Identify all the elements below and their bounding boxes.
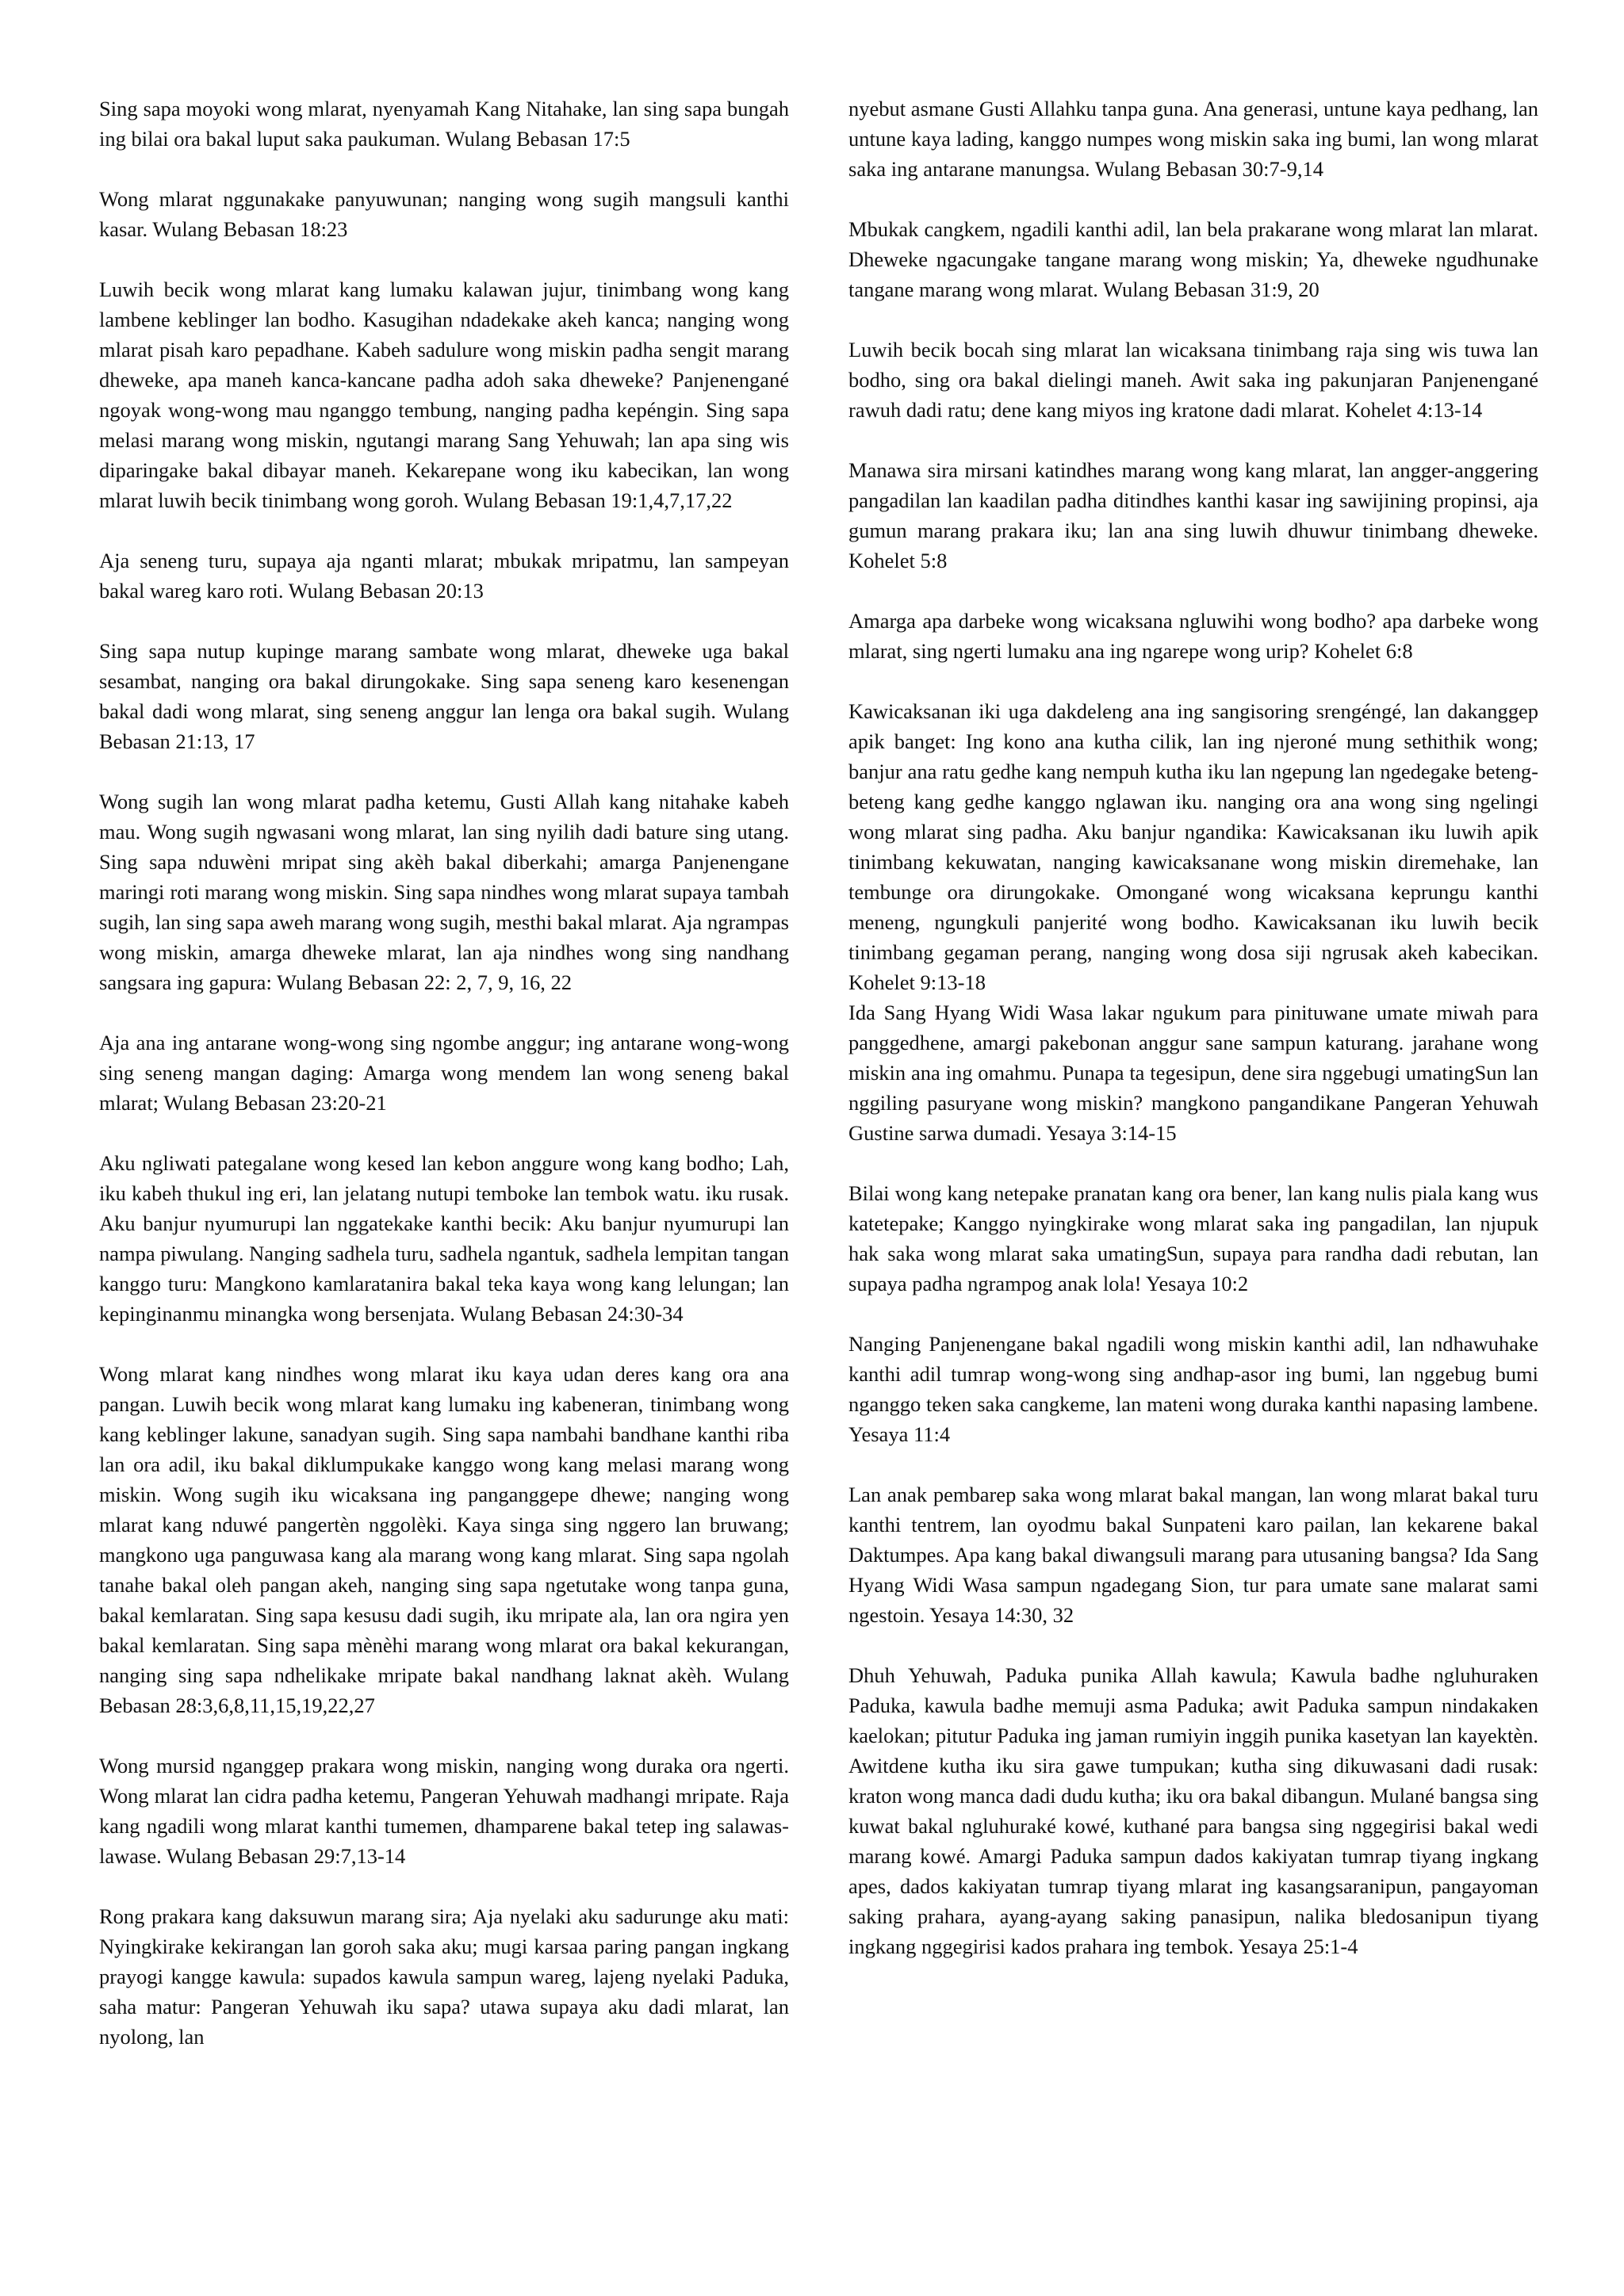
paragraph-proverbs-30-start: Rong prakara kang daksuwun marang sira; Aja nyelaki aku sadurunge aku mati: Nyingkirake kekirangan lan goroh saka aku; mugi karsaa paring pangan ingkang prayogi kangge kawula: supados kawula sampun wareg, lajeng nyelaki Paduka, saha matur: Pangeran Yehuwah iku sapa? utawa supaya aku dadi mlarat, lan nyolong, lan xyxy=(99,1904,789,2049)
paragraph-proverbs-31: Mbukak cangkem, ngadili kanthi adil, lan bela prakarane wong mlarat lan mlarat. Dheweke ngacungake tangane marang wong miskin; Ya, dheweke ngudhunake tangane marang wong mlarat. Wulang Bebasan 31:9, 20 xyxy=(848,217,1538,301)
paragraph-proverbs-29: Wong mursid nganggep prakara wong miskin, nanging wong duraka ora ngerti. Wong mlarat lan cidra padha ketemu, Pangeran Yehuwah madhangi mripate. Raja kang ngadili wong mlarat kanthi tumemen, dhamparene bakal tetep ing salawas-lawase. Wulang Bebasan 29:7,13-14 xyxy=(99,1754,789,1868)
paragraph-ecclesiastes-4: Luwih becik bocah sing mlarat lan wicaksana tinimbang raja sing wis tuwa lan bodho, sing ora bakal dielingi maneh. Awit saka ing pakunjaran Panjenengané rawuh dadi ratu; dene kang miyos ing kratone dadi mlarat. Kohelet 4:13-14 xyxy=(848,338,1538,422)
paragraph-proverbs-28: Wong mlarat kang nindhes wong mlarat iku kaya udan deres kang ora ana pangan. Luwih becik wong mlarat kang lumaku ing kabeneran, tinimbang wong kang keblinger lakune, sanadyan sugih. Sing sapa nambahi bandhane kanthi riba lan ora adil, iku bakal diklumpukake kanggo wong kang melasi marang wong miskin. Wong sugih iku wicaksana ing panganggepe dhewe; nanging wong mlarat kang nduwé pangertèn nggolèki. Kaya singa sing nggero lan bruwang; mangkono uga panguwasa kang ala marang wong kang mlarat. Sing sapa ngolah tanahe bakal oleh pangan akeh, nanging sing sapa ngetutake wong tanpa guna, bakal kemlaratan. Sing sapa kesusu dadi sugih, iku mripate ala, lan ora ngira yen bakal kemlaratan. Sing sapa mènèhi marang wong mlarat ora bakal kekurangan, nanging sing sapa ndhelikake mripate bakal nandhang laknat akèh. Wulang Bebasan 28:3,6,8,11,15,19,22,27 xyxy=(99,1362,789,1717)
paragraph-isaiah-3: Ida Sang Hyang Widi Wasa lakar ngukum para pinituwane umate miwah para panggedhene, amargi pakebonan anggur sane sampun katurang. jarahane wong miskin ana ing omahmu. Punapa ta tegesipun, dene sira nggebugi umatingSun lan nggiling pasuryane wong miskin? mangkono pangandikane Pangeran Yehuwah Gustine sarwa dumadi. Yesaya 3:14-15 xyxy=(848,1001,1538,1145)
right-column xyxy=(848,94,1538,1992)
paragraph-ecclesiastes-5: Manawa sira mirsani katindhes marang wong kang mlarat, lan angger-anggering pangadilan lan kaadilan padha ditindhes kanthi kasar ing sawijining propinsi, aja gumun marang prakara iku; lan ana sing luwih dhuwur tinimbang dheweke. Kohelet 5:8 xyxy=(848,458,1538,572)
paragraph-proverbs-22: Wong sugih lan wong mlarat padha ketemu, Gusti Allah kang nitahake kabeh mau. Wong sugih ngwasani wong mlarat, lan sing nyilih dadi bature sing utang. Sing sapa nduwèni mripat sing akèh bakal diberkahi; amarga Panjenengane maringi roti marang wong miskin. Sing sapa nindhes wong mlarat supaya tambah sugih, lan sing sapa aweh marang wong sugih, mesthi bakal mlarat. Aja ngrampas wong miskin, amarga dheweke mlarat, lan aja nindhes wong sing nandhang sangsara ing gapura: Wulang Bebasan 22: 2, 7, 9, 16, 22 xyxy=(99,790,789,994)
paragraph-ecclesiastes-6: Amarga apa darbeke wong wicaksana ngluwihi wong bodho? apa darbeke wong mlarat, sing ngerti lumaku ana ing ngarepe wong urip? Kohelet 6:8 xyxy=(848,609,1538,663)
paragraph-isaiah-11: Nanging Panjenengane bakal ngadili wong miskin kanthi adil, lan ndhawuhake kanthi adil tumrap wong-wong sing andhap-asor ing bumi, lan nggebug bumi nganggo teken saka cangkeme, lan mateni wong duraka kanthi napasing lambene. Yesaya 11:4 xyxy=(848,1332,1538,1446)
paragraph-proverbs-24: Aku ngliwati pategalane wong kesed lan kebon anggure wong kang bodho; Lah, iku kabeh thukul ing eri, lan jelatang nutupi temboke lan tembok watu. iku rusak. Aku banjur nyumurupi lan nggatekake kanthi becik: Aku banjur nyumurupi lan nampa piwulang. Nanging sadhela turu, sadhela ngantuk, sadhela lempitan tangan kanggo turu: Mangkono kamlaratanira bakal teka kaya wong kang lelungan; lan kepinginanmu minangka wong bersenjata. Wulang Bebasan 24:30-34 xyxy=(99,1151,789,1326)
left-column xyxy=(99,94,789,2082)
paragraph-isaiah-25: Dhuh Yehuwah, Paduka punika Allah kawula; Kawula badhe ngluhuraken Paduka, kawula badhe memuji asma Paduka; awit Paduka sampun nindakaken kaelokan; pitutur Paduka ing jaman rumiyin inggih punika kasetyan lan kayektèn. Awitdene kutha iku sira gawe tumpukan; kutha sing dikuwasani dadi rusak: kraton wong manca dadi dudu kutha; iku ora bakal dibangun. Mulané bangsa sing kuwat bakal ngluhuraké kowé, kuthané para bangsa sing nggegirisi bakal wedi marang kowé. Amargi Paduka sampun dados kakiyatan tumrap tiyang ingkang apes, dados kakiyatan tumrap tiyang mlarat ing kasangsaranipun, pangayoman saking prahara, ayang-ayang saking panasipun, nalika bledosanipun tiyang ingkang nggegirisi kados prahara ing tembok. Yesaya 25:1-4 xyxy=(848,1663,1538,1958)
paragraph-proverbs-30-end: nyebut asmane Gusti Allahku tanpa guna. Ana generasi, untune kaya pedhang, lan untune kaya lading, kanggo numpes wong miskin saka ing bumi, lan wong mlarat saka ing antarane manungsa. Wulang Bebasan 30:7-9,14 xyxy=(848,97,1538,181)
paragraph-isaiah-10: Bilai wong kang netepake pranatan kang ora bener, lan kang nulis piala kang wus katetepake; Kanggo nyingkirake wong mlarat saka ing pangadilan, lan njupuk hak saka wong mlarat saka umatingSun, supaya para randha dadi rebutan, lan supaya padha ngrampog anak lola! Yesaya 10:2 xyxy=(848,1181,1538,1295)
paragraph-proverbs-17-5: Sing sapa moyoki wong mlarat, nyenyamah Kang Nitahake, lan sing sapa bungah ing bilai ora bakal luput saka paukuman. Wulang Bebasan 17:5 xyxy=(99,97,789,151)
paragraph-proverbs-19: Luwih becik wong mlarat kang lumaku kalawan jujur, tinimbang wong kang lambene keblinger lan bodho. Kasugihan ndadekake akeh kanca; nanging wong mlarat pisah karo pepadhane. Kabeh sadulure wong miskin padha sengit marang dheweke, apa maneh kanca-kancane padha adoh saka dheweke? Panjenengané ngoyak wong-wong mau nganggo tembung, nanging padha kepéngin. Sing sapa melasi marang wong miskin, ngutangi marang Sang Yehuwah; lan apa sing wis diparingake bakal dibayar maneh. Kekarepane wong iku kabecikan, lan wong mlarat luwih becik tinimbang wong goroh. Wulang Bebasan 19:1,4,7,17,22 xyxy=(99,277,789,512)
paragraph-isaiah-14: Lan anak pembarep saka wong mlarat bakal mangan, lan wong mlarat bakal turu kanthi tentrem, lan oyodmu bakal Sunpateni karo pailan, lan kekarene bakal Daktumpes. Apa kang bakal diwangsuli marang para utusaning bangsa? Ida Sang Hyang Widi Wasa sampun ngadegang Sion, tur para umate sane malarat sami ngestoin. Yesaya 14:30, 32 xyxy=(848,1483,1538,1627)
paragraph-proverbs-23: Aja ana ing antarane wong-wong sing ngombe anggur; ing antarane wong-wong sing seneng mangan daging: Amarga wong mendem lan wong seneng bakal mlarat; Wulang Bebasan 23:20-21 xyxy=(99,1031,789,1115)
paragraph-proverbs-20-13: Aja seneng turu, supaya aja nganti mlarat; mbukak mripatmu, lan sampeyan bakal wareg karo roti. Wulang Bebasan 20:13 xyxy=(99,549,789,603)
paragraph-proverbs-18-23: Wong mlarat nggunakake panyuwunan; nanging wong sugih mangsuli kanthi kasar. Wulang Bebasan 18:23 xyxy=(99,187,789,241)
paragraph-ecclesiastes-9: Kawicaksanan iki uga dakdeleng ana ing sangisoring srengéngé, lan dakanggep apik banget: Ing kono ana kutha cilik, lan ing njeroné mung sethithik wong; banjur ana ratu gedhe kang nempuh kutha iku lan ngepung lan ngedegake beteng-beteng kang gedhe kanggo nglawan iku. nanging ora ana wong sing ngelingi wong mlarat sing padha. Aku banjur ngandika: Kawicaksanan iku luwih apik tinimbang kekuwatan, nanging kawicaksanane wong miskin diremehake, lan tembunge ora dirungokake. Omongané wong wicaksana keprungu kanthi meneng, ngungkuli panjerité wong bodho. Kawicaksanan iku luwih becik tinimbang gegaman perang, nanging wong dosa siji ngrusak akeh kabecikan. Kohelet 9:13-18 xyxy=(848,699,1538,994)
paragraph-proverbs-21: Sing sapa nutup kupinge marang sambate wong mlarat, dheweke uga bakal sesambat, nanging ora bakal dirungokake. Sing sapa seneng karo kesenengan bakal dadi wong mlarat, sing seneng anggur lan lenga ora bakal sugih. Wulang Bebasan 21:13, 17 xyxy=(99,639,789,753)
